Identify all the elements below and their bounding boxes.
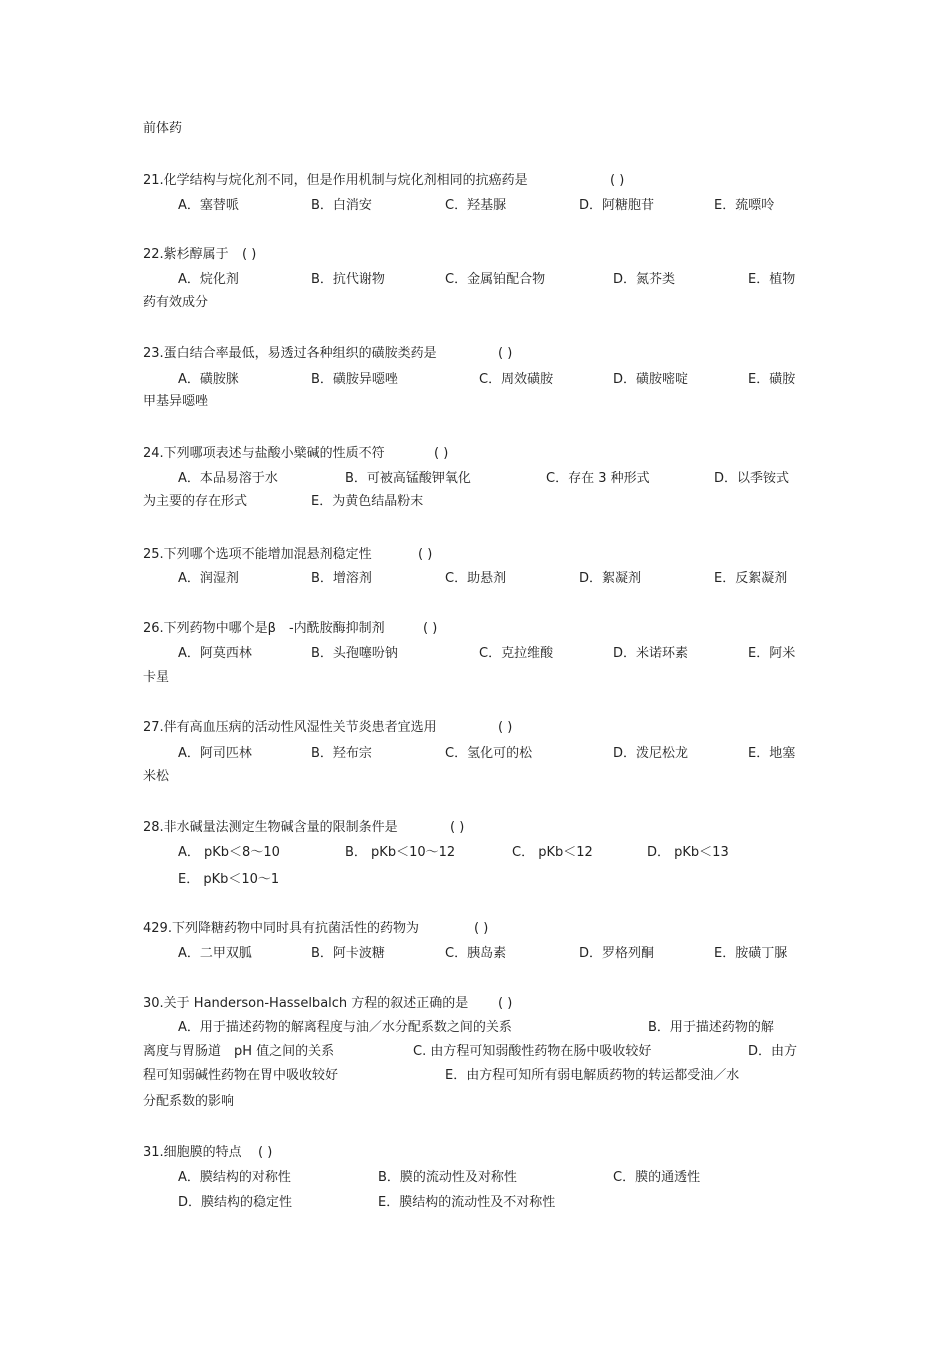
question-23-stem: 23.蛋白结合率最低，易透过各种组织的磺胺类药是	[143, 346, 437, 361]
question-21-stem: 21.化学结构与烷化剂不同，但是作用机制与烷化剂相同的抗癌药是	[143, 173, 528, 188]
option-a: A．阿莫西林	[178, 646, 252, 661]
option-d: D． pKb＜13	[647, 845, 729, 860]
question-22-stem: 22.紫杉醇属于	[143, 247, 229, 262]
answer-paren: ( )	[610, 173, 625, 188]
option-c: C． pKb＜12	[512, 845, 593, 860]
option-b: B．阿卡波糖	[311, 946, 385, 961]
option-d: D．泼尼松龙	[613, 746, 689, 761]
option-b: B．头孢噻吩钠	[311, 646, 398, 661]
answer-paren: ( )	[423, 621, 438, 636]
option-a: A．阿司匹林	[178, 746, 252, 761]
answer-paren: ( )	[498, 346, 513, 361]
option-e: E．胺磺丁脲	[714, 946, 788, 961]
answer-paren: ( )	[434, 446, 449, 461]
question-24-stem: 24.下列哪项表述与盐酸小檗碱的性质不符	[143, 446, 385, 461]
question-29-stem: 429.下列降糖药物中同时具有抗菌活性的药物为	[143, 921, 419, 936]
option-d-continuation: 程可知弱碱性药物在胃中吸收较好	[143, 1068, 339, 1083]
option-e-continuation: 分配系数的影响	[143, 1094, 235, 1109]
option-a: A．二甲双胍	[178, 946, 252, 961]
option-c: C．金属铂配合物	[445, 272, 546, 287]
option-b: B．羟布宗	[311, 746, 372, 761]
option-continuation: 米松	[143, 769, 170, 784]
option-d: D．以季铵式	[714, 471, 790, 486]
option-a: A．膜结构的对称性	[178, 1170, 291, 1185]
option-e: E．为黄色结晶粉末	[311, 494, 424, 509]
option-d: D．米诺环素	[613, 646, 689, 661]
option-d: D．阿糖胞苷	[579, 198, 655, 213]
option-c: C．膜的通透性	[613, 1170, 701, 1185]
option-d: D．氮芥类	[613, 272, 676, 287]
option-e: E．植物	[748, 272, 796, 287]
option-b: B．白消安	[311, 198, 372, 213]
option-b: B．磺胺异噁唑	[311, 372, 398, 387]
answer-paren: ( )	[498, 996, 513, 1011]
option-b: B．抗代谢物	[311, 272, 385, 287]
option-c: C．氢化可的松	[445, 746, 533, 761]
option-c: C．存在 3 种形式	[546, 471, 650, 486]
answer-paren: ( )	[474, 921, 489, 936]
option-c: C. 由方程可知弱酸性药物在肠中吸收较好	[413, 1044, 652, 1059]
intro-text: 前体药	[143, 121, 183, 136]
option-a: A．润湿剂	[178, 571, 239, 586]
option-c: C．周效磺胺	[479, 372, 554, 387]
option-b: B． pKb＜10～12	[345, 845, 456, 860]
option-e: E．反絮凝剂	[714, 571, 788, 586]
question-27-stem: 27.伴有高血压病的活动性风湿性关节炎患者宜选用	[143, 720, 437, 735]
option-d: D．罗格列酮	[579, 946, 655, 961]
option-e: E．地塞	[748, 746, 796, 761]
question-25-stem: 25.下列哪个选项不能增加混悬剂稳定性	[143, 547, 372, 562]
question-30-stem: 30.关于 Handerson-Hasselbalch 方程的叙述正确的是	[143, 996, 469, 1011]
option-d: D．由方	[748, 1044, 798, 1059]
option-c: C．羟基脲	[445, 198, 507, 213]
answer-paren: ( )	[498, 720, 513, 735]
question-31-stem: 31.细胞膜的特点	[143, 1145, 242, 1160]
option-c: C．助悬剂	[445, 571, 507, 586]
answer-paren: ( )	[418, 547, 433, 562]
option-b: B．可被高锰酸钾氧化	[345, 471, 471, 486]
option-e: E．巯嘌呤	[714, 198, 775, 213]
option-b: B．用于描述药物的解	[648, 1020, 774, 1035]
answer-paren: ( )	[258, 1145, 273, 1160]
option-a: A．用于描述药物的解离程度与油／水分配系数之间的关系	[178, 1020, 512, 1035]
option-b-continuation: 离度与胃肠道 pH 值之间的关系	[143, 1044, 335, 1059]
option-a: A．磺胺脒	[178, 372, 239, 387]
option-c: C．克拉维酸	[479, 646, 554, 661]
question-28-stem: 28.非水碱量法测定生物碱含量的限制条件是	[143, 820, 398, 835]
option-e: E． pKb＜10～1	[178, 872, 280, 887]
option-continuation: 为主要的存在形式	[143, 494, 248, 509]
option-b: B．增溶剂	[311, 571, 372, 586]
option-a: A．塞替哌	[178, 198, 239, 213]
option-a: A． pKb＜8～10	[178, 845, 280, 860]
option-continuation: 甲基异噁唑	[143, 394, 209, 409]
option-e: E．膜结构的流动性及不对称性	[378, 1195, 556, 1210]
option-d: D．絮凝剂	[579, 571, 642, 586]
answer-paren: ( )	[242, 247, 257, 262]
option-e: E．阿米	[748, 646, 796, 661]
option-e: E．磺胺	[748, 372, 796, 387]
option-a: A．本品易溶于水	[178, 471, 278, 486]
option-a: A．烷化剂	[178, 272, 239, 287]
option-e: E．由方程可知所有弱电解质药物的转运都受油／水	[445, 1068, 740, 1083]
option-b: B．膜的流动性及对称性	[378, 1170, 517, 1185]
option-d: D．膜结构的稳定性	[178, 1195, 293, 1210]
option-continuation: 药有效成分	[143, 295, 209, 310]
option-continuation: 卡星	[143, 670, 170, 685]
answer-paren: ( )	[450, 820, 465, 835]
option-d: D．磺胺嘧啶	[613, 372, 689, 387]
option-c: C．胰岛素	[445, 946, 507, 961]
question-26-stem: 26.下列药物中哪个是β -内酰胺酶抑制剂	[143, 621, 385, 636]
